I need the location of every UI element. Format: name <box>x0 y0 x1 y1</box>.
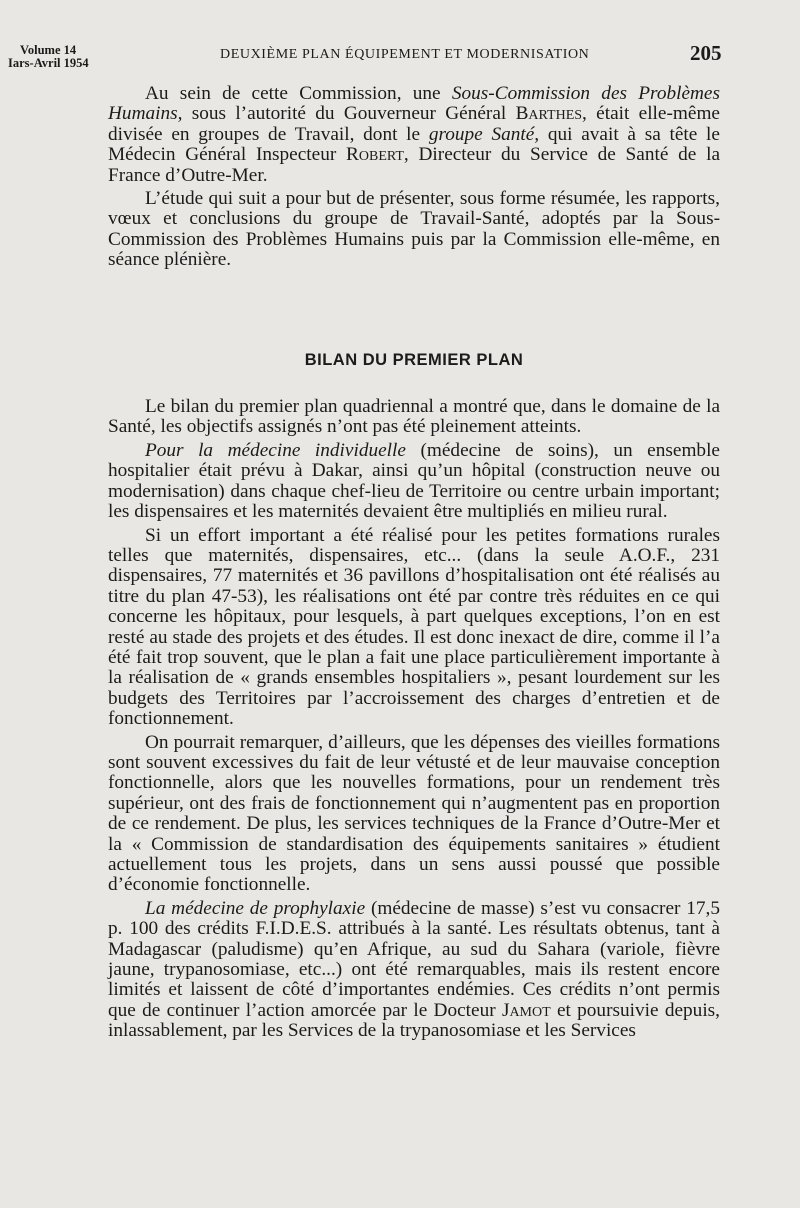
section-paragraph-2 <box>108 441 720 523</box>
intro-paragraph-2: L’étude qui suit a pour but de présenter, sous forme résumée, les rapports, vœux et conclusions du groupe de Travail-Santé, adoptés par la Sous-Commission des Problèmes Humains puis par la Commission elle-même, en séance plénière. <box>108 188 720 271</box>
text-run: (médecine de soins), un ensemble hospitalier était prévu à Dakar, ainsi qu’un hôpital (construction neuve ou modernisation) dans chaque chef-lieu de Territoire ou centre urbain important; les dispensaires et les maternités devaient être multipliés en milieu rural. <box>108 439 720 523</box>
section-heading: BILAN DU PREMIER PLAN <box>304 350 524 369</box>
italic-term: groupe Santé, <box>428 123 540 145</box>
person-name: Robert, <box>346 144 409 166</box>
body-text <box>108 84 720 1042</box>
section-paragraph-3: Si un effort important a été réalisé pour les petites formations rurales telles que maternités, dispensaires, etc... (dans la seule A.O.F., 231 dispensaires, 77 maternités et 36 pavillons d’hospitalisation ont été réalisés au titre du plan 47-53), les réalisations ont été par contre très réduites en ce qui concerne les hôpitaux, pour lesquels, à part quelques exceptions, l’on en est resté au stade des projets et des études. Il est donc inexact de dire, comme il l’a été fait trop souvent, que le plan a fait une place particulièrement importante à la réalisation de « grands ensembles hospitaliers », pesant lourdement sur les budgets des Territoires par l’accroissement des charges d’entretien et de fonctionnement. <box>108 524 720 730</box>
section-paragraph-1: Le bilan du premier plan quadriennal a montré que, dans le domaine de la Santé, les objectifs assignés n’ont pas été pleinement atteints. <box>108 396 720 438</box>
section-paragraph-4: On pourrait remarquer, d’ailleurs, que les dépenses des vieilles formations sont souvent excessives du fait de leur vétusté et de leur mauvaise conception fonctionnelle, alors que les nouvelles formations, pour un rendement très supérieur, ont des frais de fonctionnement qui n’augmentent pas en proportion de ce rendement. De plus, les services techniques de la France d’Outre-Mer et la « Commission de standardisation des équipements sanitaires » étudient actuellement tous les projets, dans un sens aussi poussé que possible d’économie fonctionnelle. <box>108 731 720 896</box>
italic-term: Sous-Commission des Problèmes Humains, <box>108 83 720 125</box>
person-name: Barthes, <box>515 103 587 125</box>
italic-term: La médecine de prophylaxie <box>145 897 366 919</box>
text-run: et poursuivie depuis, inlassablement, par les Services de la trypanosomiase et les Services <box>108 999 720 1042</box>
text-run: Au sein de cette Commission, une <box>145 83 452 104</box>
volume-info <box>8 44 89 70</box>
italic-term: Pour la médecine individuelle <box>145 439 406 461</box>
volume-number: Volume 14 <box>20 43 77 57</box>
section-paragraph-5 <box>108 899 720 1042</box>
text-run: sous l’autorité du Gouverneur Général <box>182 103 516 125</box>
text-run: qui avait à sa tête le Médecin Général Inspecteur <box>108 123 720 166</box>
intro-paragraph-1 <box>108 84 720 186</box>
text-run: Directeur du Service de Santé de la France d’Outre-Mer. <box>108 144 720 186</box>
person-name: Jamot <box>501 999 551 1021</box>
text-run: (médecine de masse) s’est vu consacrer 17,5 p. 100 des crédits F.I.D.E.S. attribués à la santé. Les résultats obtenus, tant à Madagascar (paludisme) qu’en Afrique, au sud du Sahara (variole, fièvre jaune, trypanosomiase, etc...) ont été remarquables, mais ils restent encore limités et laissent de côté d’importantes endémies. Ces crédits n’ont permis que de continuer l’action amorcée par le Docteur <box>108 897 720 1021</box>
page-number: 205 <box>690 41 722 65</box>
text-run: était elle-même divisée en groupes de Travail, dont le <box>108 103 720 145</box>
running-title: DEUXIÈME PLAN ÉQUIPEMENT ET MODERNISATION <box>220 47 590 62</box>
issue-date: Iars-Avril 1954 <box>8 56 89 70</box>
